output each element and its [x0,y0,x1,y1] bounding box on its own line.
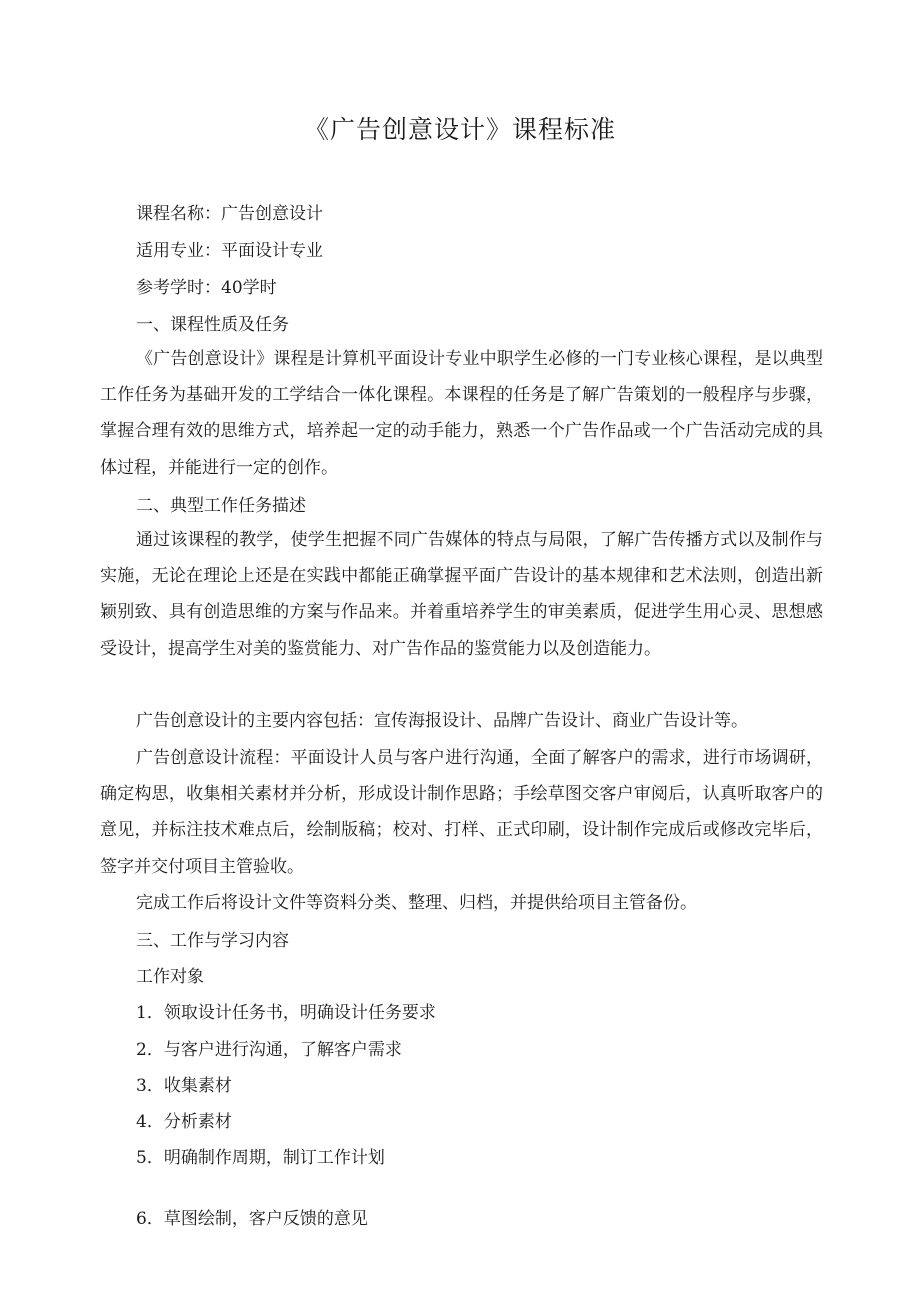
list-item: 6．草图绘制，客户反馈的意见 [136,1209,368,1229]
list-item: 2．与客户进行沟通，了解客户需求 [136,1040,402,1060]
section-2-paragraph-2: 广告创意设计的主要内容包括：宣传海报设计、品牌广告设计、商业广告设计等。 [136,711,748,731]
section-1-paragraph: 《广告创意设计》课程是计算机平面设计专业中职学生必修的一门专业核心课程，是以典型工作任务为基础开发的工学结合一体化课程。本课程的任务是了解广告策划的一般程序与步骤，掌握合理有效的思维方式，培养起一定的动手能力，熟悉一个广告作品或一个广告活动完成的具体过程，并能进行一定的创作。 [100,349,823,478]
section-3-subheading: 工作对象 [136,967,204,987]
applicable-major: 适用专业：平面设计专业 [136,241,323,261]
list-item: 4．分析素材 [136,1112,232,1132]
course-name: 课程名称：广告创意设计 [136,204,323,224]
section-2-paragraph-1: 通过该课程的教学，使学生把握不同广告媒体的特点与局限，了解广告传播方式以及制作与实施，无论在理论上还是在实践中都能正确掌握平面广告设计的基本规律和艺术法则，创造出新颖别致、具有创造思维的方案与作品来。并着重培养学生的审美素质，促进学生用心灵、思想感受设计，提高学生对美的鉴赏能力、对广告作品的鉴赏能力以及创造能力。 [100,530,823,659]
document-title: 《广告创意设计》课程标准 [303,115,616,144]
section-2-paragraph-4: 完成工作后将设计文件等资料分类、整理、归档，并提供给项目主管备份。 [136,893,697,913]
reference-hours: 参考学时：40学时 [136,278,277,298]
section-2-paragraph-3: 广告创意设计流程：平面设计人员与客户进行沟通，全面了解客户的需求，进行市场调研，确定构思，收集相关素材并分析，形成设计制作思路；手绘草图交客户审阅后，认真听取客户的意见，并标注技术难点后，绘制版稿；校对、打样、正式印刷，设计制作完成后或修改完毕后，签字并交付项目主管验收。 [100,748,823,877]
section-2-heading: 二、典型工作任务描述 [136,496,306,516]
section-3-heading: 三、工作与学习内容 [136,931,289,951]
list-item: 3．收集素材 [136,1076,232,1096]
section-1-heading: 一、课程性质及任务 [136,315,289,335]
list-item: 1．领取设计任务书，明确设计任务要求 [136,1003,436,1023]
list-item: 5．明确制作周期，制订工作计划 [136,1148,385,1168]
